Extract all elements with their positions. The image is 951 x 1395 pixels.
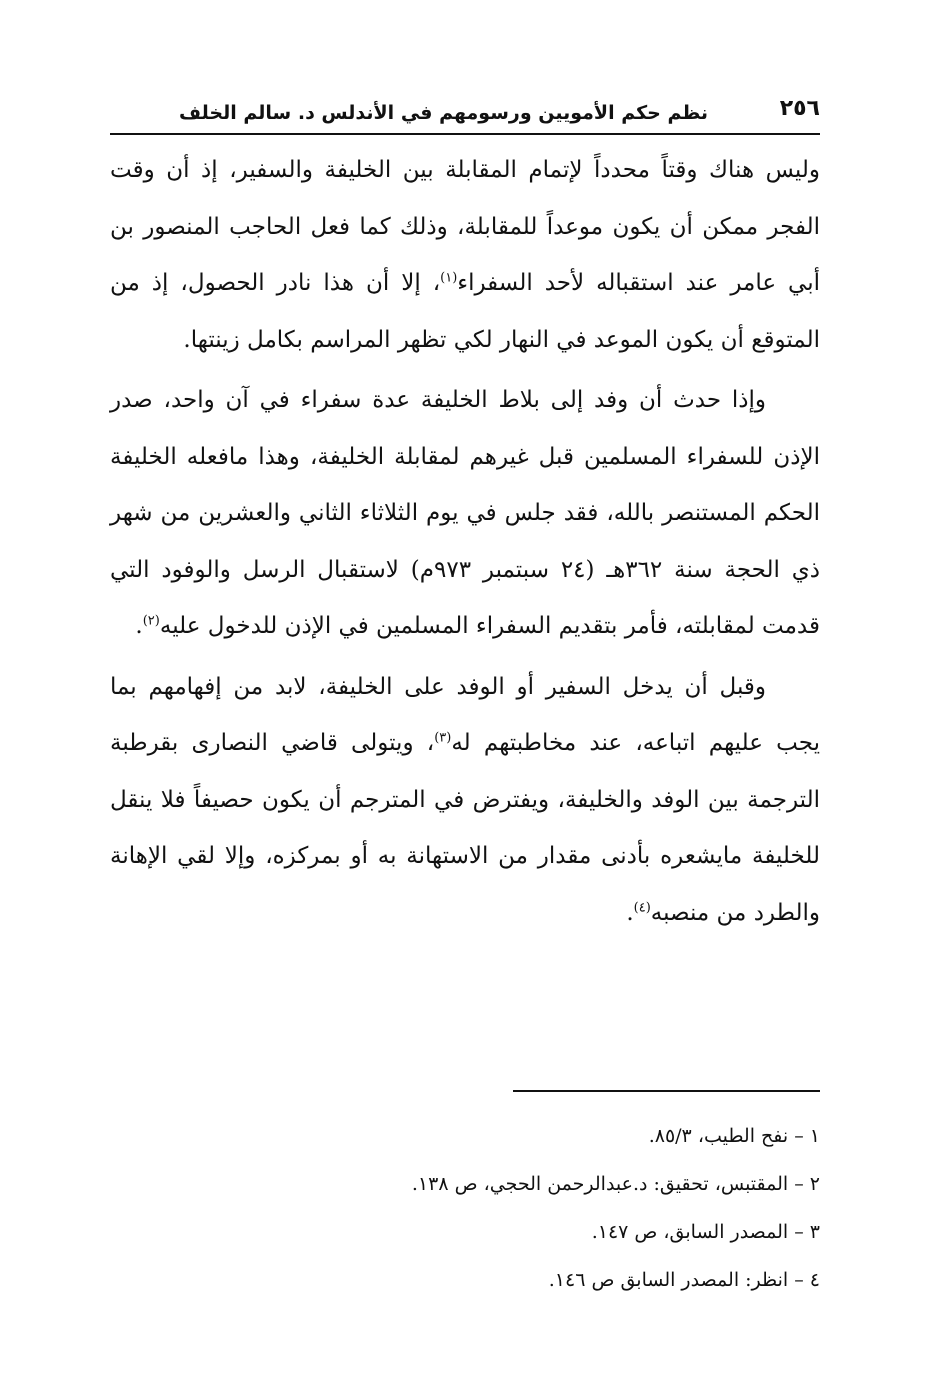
paragraph-3-middle: ، ويتولى قاضي النصارى بقرطبة الترجمة بين الوفد والخليفة، ويفترض في المترجم أن يكون حصيفاً فلا ينقل للخليفة مايشعره بأدنى مقدار من الاستهانة به أو بمركزه، وإلا لقي الإهانة والطرد من منصبه: [110, 730, 820, 926]
paragraph-2-tail: .: [135, 613, 143, 639]
paragraph-3: [110, 659, 820, 942]
footnote-ref-3: (٣): [434, 730, 452, 746]
footnote-1: ١ – نفح الطيب، ٨٥/٣.: [648, 1125, 820, 1147]
footnote-ref-4: (٤): [633, 899, 651, 915]
running-title: نظم حكم الأمويين ورسومهم في الأندلس د. سالم الخلف: [179, 102, 708, 124]
paragraph-1: [110, 142, 820, 368]
footnote-4: ٤ – انظر: المصدر السابق ص ١٤٦.: [548, 1269, 820, 1291]
body-text: [110, 142, 820, 945]
paragraph-3-text: وقبل أن يدخل السفير أو الوفد على الخليفة، لابد من إفهامهم بما يجب عليهم اتباعه، عند مخاطبتهم له: [110, 673, 820, 756]
footnote-rule: [513, 1090, 820, 1092]
header-rule: [110, 133, 820, 135]
paragraph-1-tail: ، إلا أن هذا نادر الحصول، إذ من المتوقع أن يكون الموعد في النهار لكي تظهر المراسم بكامل زينتها.: [110, 270, 820, 353]
footnote-ref-1: (١): [440, 270, 458, 286]
page-header: [110, 92, 820, 130]
footnote-ref-2: (٢): [142, 613, 160, 629]
paragraph-2: [110, 372, 820, 655]
paragraph-2-text: وإذا حدث أن وفد إلى بلاط الخليفة عدة سفراء في آن واحد، صدر الإذن للسفراء المسلمين قبل غيرهم لمقابلة الخليفة، وهذا مافعله الخليفة الحكم المستنصر بالله، فقد جلس في يوم الثلاثاء الثاني والعشرين من شهر ذي الحجة سنة ٣٦٢هـ (٢٤ سبتمبر ٩٧٣م) لاستقبال الرسل والوفود التي قدمت لمقابلته، فأمر بتقديم السفراء المسلمين في الإذن للدخول عليه: [110, 387, 821, 639]
footnotes: [110, 1112, 820, 1304]
paragraph-3-tail: .: [626, 899, 634, 926]
paragraph-1-text: وليس هناك وقتاً محدداً لإتمام المقابلة بين الخليفة والسفير، إذ أن وقت الفجر ممكن أن يكون موعداً للمقابلة، وذلك كما فعل الحاجب المنصور بن أبي عامر عند استقباله لأحد السفراء: [110, 157, 821, 296]
page-number: ٢٥٦: [779, 96, 820, 121]
footnote-3: ٣ – المصدر السابق، ص ١٤٧.: [591, 1221, 820, 1243]
footnote-2: ٢ – المقتبس، تحقيق: د.عبدالرحمن الحجي، ص ١٣٨.: [411, 1173, 820, 1195]
